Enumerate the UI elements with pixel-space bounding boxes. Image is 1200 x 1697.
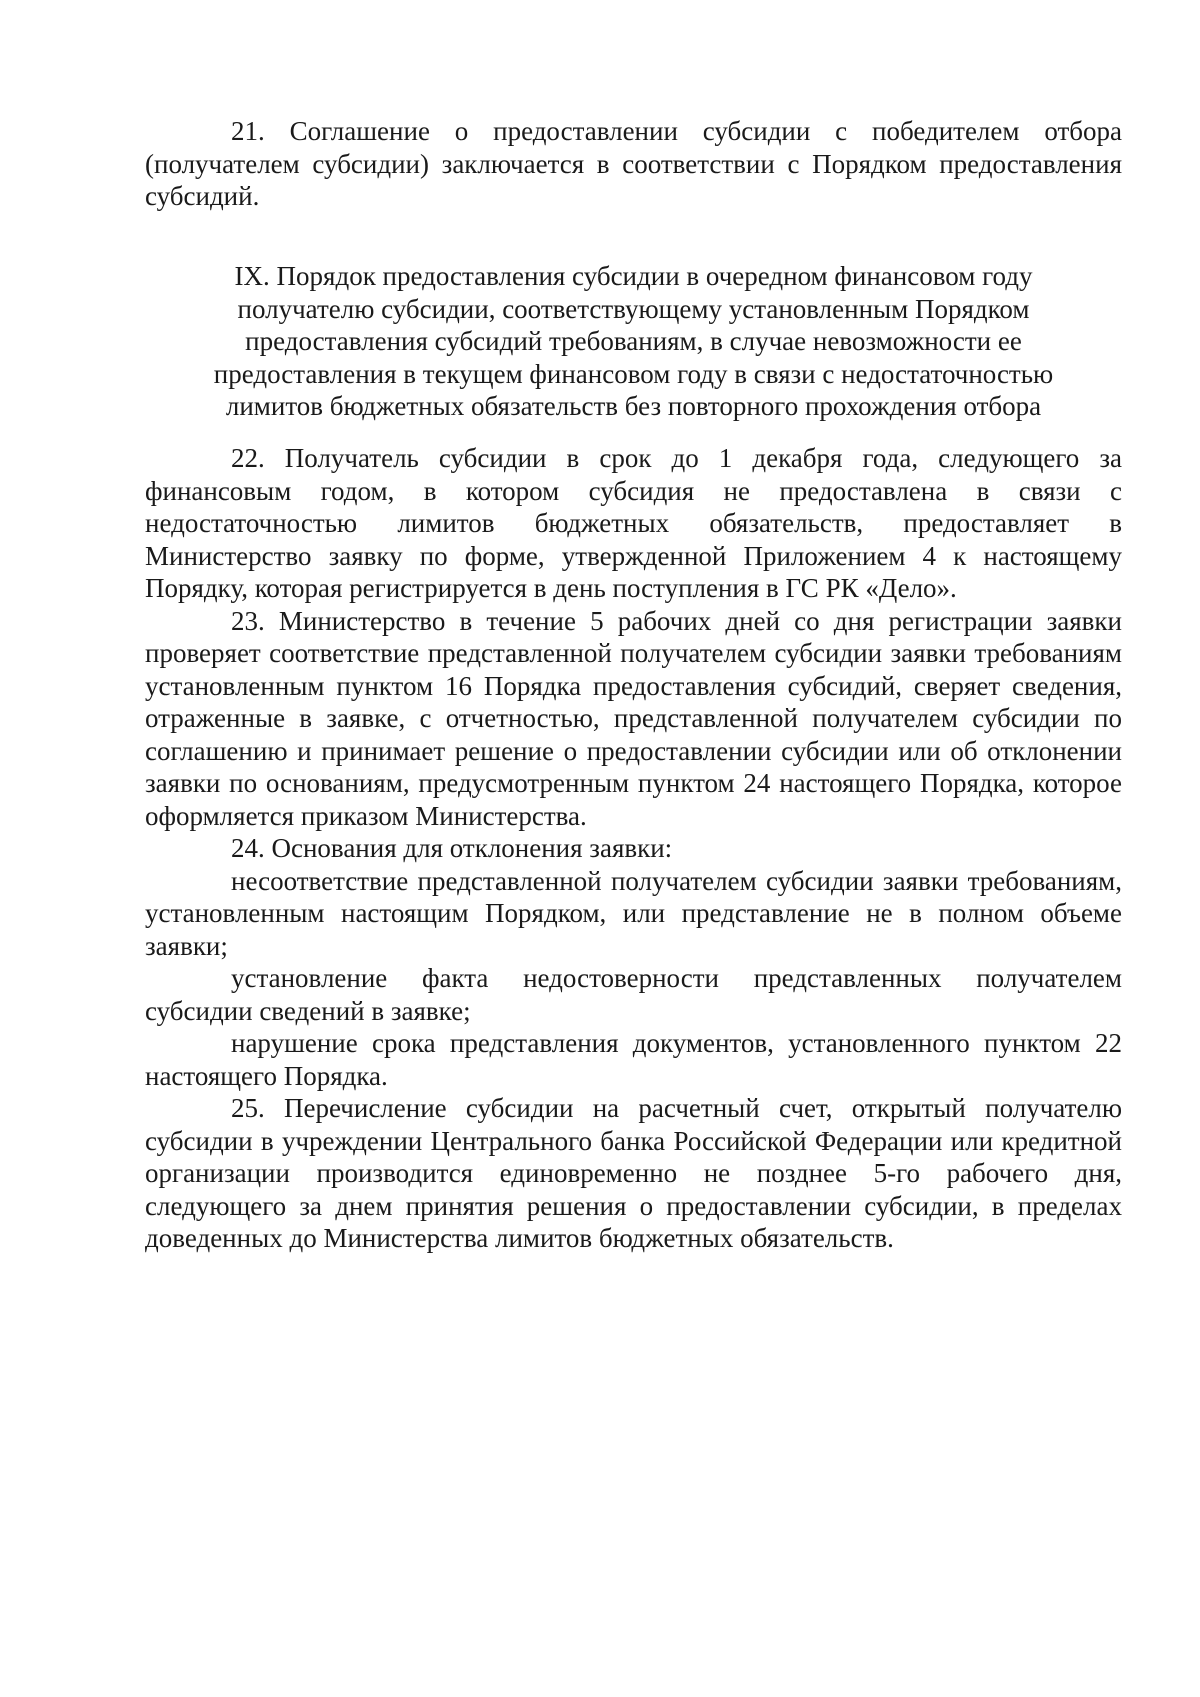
section-heading-line: получателю субсидии, соответствующему установленным Порядком xyxy=(237,293,1030,324)
paragraph-24-item-1: несоответствие представленной получателем субсидии заявки требованиям, установленным настоящим Порядком, или представление не в полном объеме заявки; xyxy=(145,865,1122,961)
section-heading-line: IX. Порядок предоставления субсидии в очередном финансовом году xyxy=(234,261,1033,291)
paragraph-22: 22. Получатель субсидии в срок до 1 декабря года, следующего за финансовым годом, в котором субсидия не предоставлена в связи с недостаточностью лимитов бюджетных обязательств, предоставляет в Министерство заявку по форме, утвержденной Приложением 4 к настоящему Порядку, которая регистрируется в день поступления в ГС РК «Дело». xyxy=(145,443,1122,603)
section-heading-ix xyxy=(145,260,1122,423)
section-heading-line: предоставления субсидий требованиям, в случае невозможности ее xyxy=(245,326,1022,356)
paragraph-24-item-2: установление факта недостоверности представленных получателем субсидии сведений в заявке; xyxy=(145,963,1122,1026)
paragraph-group-main xyxy=(145,442,1122,1255)
section-heading-line: предоставления в текущем финансовом году в связи с недостаточностью xyxy=(213,358,1054,389)
paragraph-group-top xyxy=(145,115,1122,213)
paragraph-24: 24. Основания для отклонения заявки: xyxy=(231,833,673,863)
paragraph-24-item-3: нарушение срока представления документов, установленного пунктом 22 настоящего Порядка. xyxy=(145,1028,1122,1091)
paragraph-23: 23. Министерство в течение 5 рабочих дней со дня регистрации заявки проверяет соответствие представленной получателем субсидии заявки требованиям установленным пунктом 16 Порядка предоставления субсидий, сверяет сведения, отраженные в заявке, с отчетностью, представленной получателем субсидии по соглашению и принимает решение о предоставлении субсидии или об отклонении заявки по основаниям, предусмотренным пунктом 24 настоящего Порядка, которое оформляется приказом Министерства. xyxy=(145,605,1122,831)
section-heading-line: лимитов бюджетных обязательств без повторного прохождения отбора xyxy=(225,391,1042,421)
paragraph-21: 21. Соглашение о предоставлении субсидии с победителем отбора (получателем субсидии) заключается в соответствии с Порядком предоставления субсидий. xyxy=(145,116,1122,211)
paragraph-25: 25. Перечисление субсидии на расчетный счет, открытый получателю субсидии в учреждении Центрального банка Российской Федерации или кредитной организации производится единовременно не позднее 5-го рабочего дня, следующего за днем принятия решения о предоставлении субсидии, в пределах доведенных до Министерства лимитов бюджетных обязательств. xyxy=(145,1093,1122,1253)
